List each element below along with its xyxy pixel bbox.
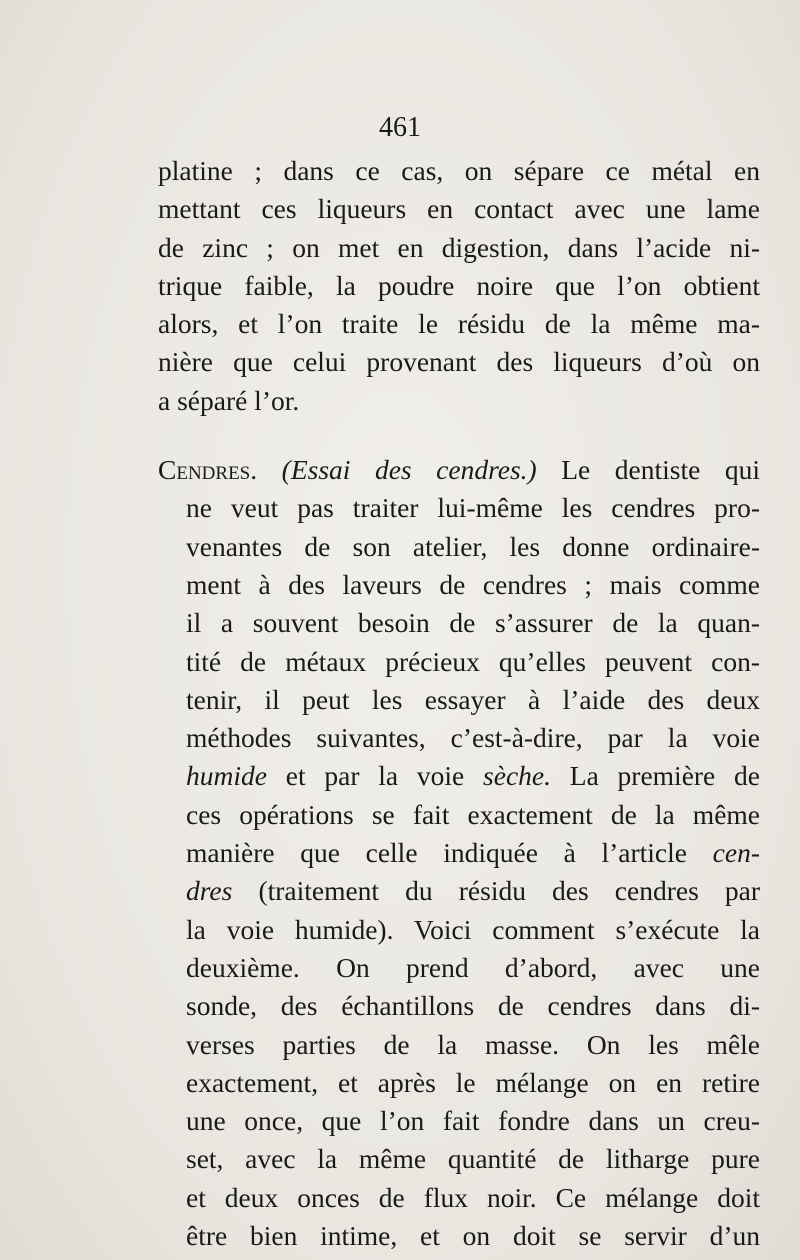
text-line: ces opérations se fait exactement de la même <box>186 798 760 830</box>
text-run: La première de <box>569 760 760 792</box>
text-line: exactement, et après le mélange on en retire <box>186 1066 760 1098</box>
text-line: deuxième. On prend d’abord, avec une <box>186 951 760 983</box>
text-run: et par la voie <box>285 760 465 792</box>
text-line: ne veut pas traiter lui-même les cendres pro- <box>186 492 760 524</box>
text-line: a séparé l’or. <box>158 384 300 416</box>
text-line: et deux onces de flux noir. Ce mélange doit <box>186 1181 760 1213</box>
text-line: alors, et l’on traite le résidu de la même ma- <box>158 308 760 340</box>
text-line <box>158 757 760 795</box>
text-line: venantes de son atelier, les donne ordinaire- <box>186 530 760 562</box>
entry-heading: Cendres. <box>158 454 258 486</box>
text-line <box>158 872 760 910</box>
text-line <box>158 451 760 489</box>
text-line: trique faible, la poudre noire que l’on obtient <box>158 269 760 301</box>
text-line <box>158 834 760 872</box>
italic-word: humide <box>186 760 267 792</box>
text-line: être bien intime, et on doit se servir d’un <box>186 1220 760 1252</box>
body-text <box>158 152 760 1255</box>
italic-word: dres <box>186 875 233 907</box>
text-line: tenir, il peut les essayer à l’aide des deux <box>186 683 760 715</box>
italic-word: cen- <box>712 837 760 869</box>
text-line: mettant ces liqueurs en contact avec une lame <box>158 193 760 225</box>
text-line: sonde, des échantillons de cendres dans di- <box>186 990 760 1022</box>
text-line: une once, que l’on fait fondre dans un creu- <box>186 1105 760 1137</box>
text-line: méthodes suivantes, c’est-à-dire, par la voie <box>186 722 760 754</box>
text-line: tité de métaux précieux qu’elles peuvent con- <box>186 645 760 677</box>
text-line: de zinc ; on met en digestion, dans l’acide ni- <box>158 231 760 263</box>
italic-word: sèche. <box>483 760 551 792</box>
text-run: manière que celle indiquée à l’article <box>186 837 687 869</box>
text-line: verses parties de la masse. On les mêle <box>186 1028 760 1060</box>
text-line: nière que celui provenant des liqueurs d’où on <box>158 346 760 378</box>
text-line: platine ; dans ce cas, on sépare ce métal en <box>158 155 760 186</box>
text-run: Le dentiste qui <box>561 454 761 486</box>
text-line: la voie humide). Voici comment s’exécute la <box>186 913 760 945</box>
text-line: ment à des laveurs de cendres ; mais comme <box>186 568 760 600</box>
text-line: il a souvent besoin de s’assurer de la quan- <box>186 607 760 639</box>
text-line: set, avec la même quantité de litharge pure <box>186 1143 760 1175</box>
page-number: 461 <box>379 112 421 143</box>
entry-subheading: (Essai des cendres.) <box>281 454 537 486</box>
text-run: (traitement du résidu des cendres par <box>258 875 760 907</box>
